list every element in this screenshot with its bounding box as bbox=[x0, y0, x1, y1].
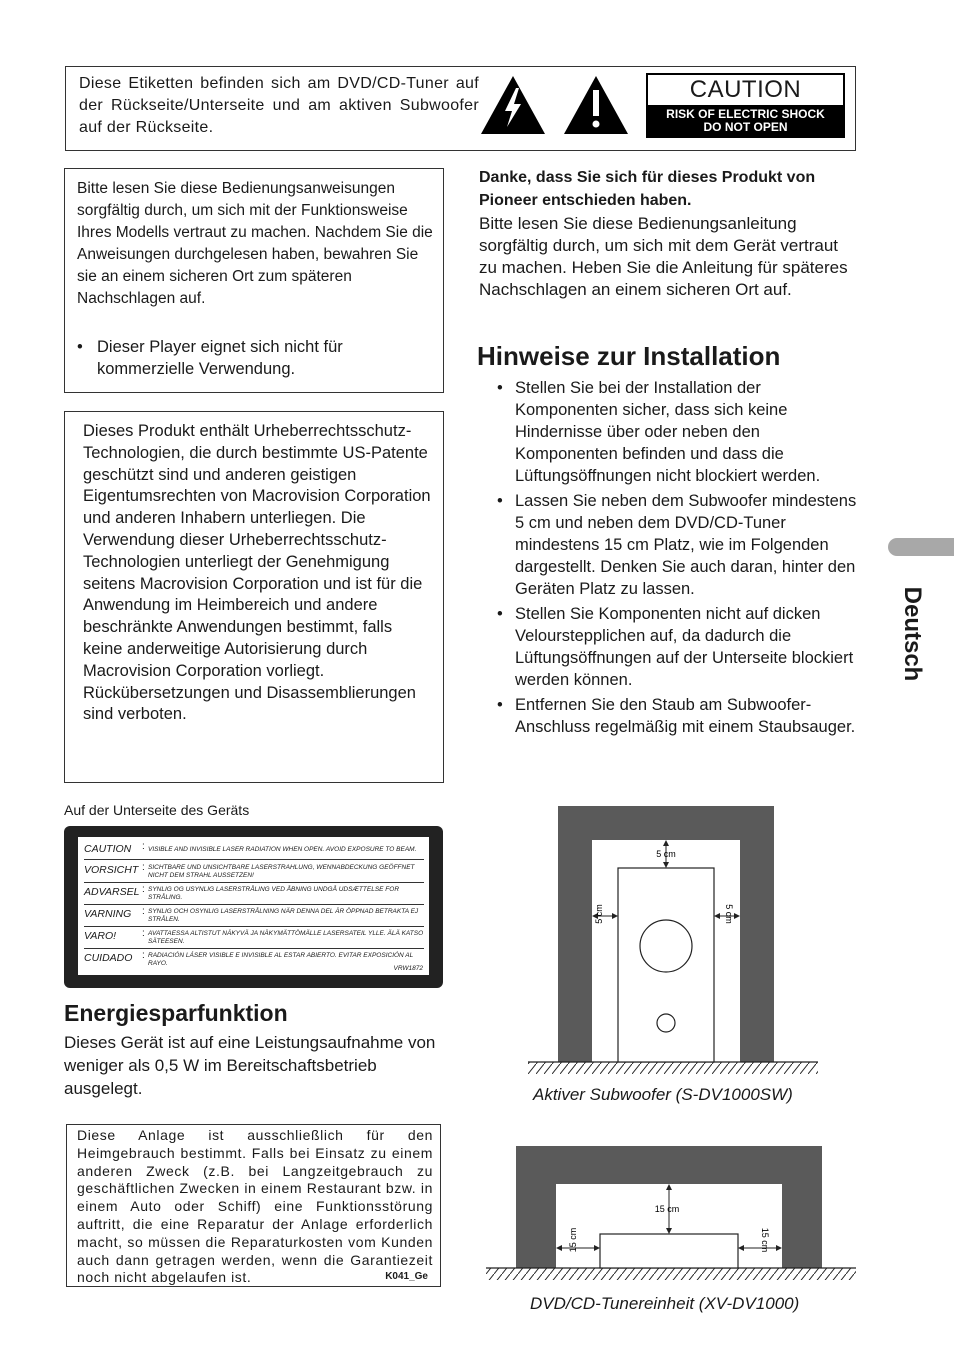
tuner-left-gap: 15 cm bbox=[568, 1227, 578, 1253]
energy-heading: Energiesparfunktion bbox=[64, 1000, 288, 1026]
warranty-notice-code: K041_Ge bbox=[385, 1271, 428, 1282]
caution-line-2: DO NOT OPEN bbox=[703, 120, 788, 134]
language-side-label-text: Deutsch bbox=[899, 586, 926, 682]
exclamation-warning-icon bbox=[562, 74, 630, 136]
tuner-unit bbox=[600, 1234, 738, 1268]
caution-word: CAUTION bbox=[689, 76, 802, 103]
warranty-notice-box bbox=[66, 1124, 441, 1287]
copyright-text: Dieses Produkt enthält Urheberrechtsschutz-Technologien, die durch bestimmte US-Patente geschützt sind und anderen geistigen Eigentumsrechten von Macrovision Corporation und anderen Inhabern unterliegen. Die Verwendung dieser Urheberrechtsschutz-Technologien unterliegt der Genehmigung seitens Macrovision Corporation und ist für die Anwendung im Heimbereich und andere beschränkte Anwendungen bestimmt, falls keine anderweitige Autorisierung durch Macrovision Corporation vorliegt. Rückübersetzungen und Disassemblierungen sind verboten. bbox=[83, 422, 431, 724]
subwoofer-clearance-diagram bbox=[528, 804, 818, 1076]
laser-row-key: VORSICHT bbox=[84, 864, 139, 876]
laser-row-text: AVATTAESSA ALTISTUT NÄKYVÄ JA NÄKYMÄTTÖMÄLLE LASERSATEIL YLLE. ÄLÄ KATSO SÄTEESEN. bbox=[148, 930, 424, 945]
electric-shock-warning-icon bbox=[479, 74, 547, 136]
laser-row-key: CAUTION bbox=[84, 843, 132, 855]
laser-row: VORSICHT : SICHTBARE UND UNSICHTBARE LASERSTRAHLUNG, WENNABDECKUNG GEÖFFNET NICHT DEM STRAHL AUSSETZEN! bbox=[84, 862, 424, 883]
subwoofer-top-gap: 5 cm bbox=[656, 849, 676, 859]
subwoofer-unit bbox=[618, 868, 714, 1062]
laser-label-inner bbox=[78, 837, 429, 975]
laser-row-text: SYNLIG OCH OSYNLIG LASERSTRÅLNING NÄR DENNA DEL ÄR ÖPPNAD BETRAKTA EJ STRÅLEN. bbox=[148, 908, 419, 923]
laser-warning-label bbox=[64, 826, 443, 988]
read-instructions-box bbox=[64, 168, 444, 393]
label-notice-box bbox=[65, 66, 856, 151]
bullet-dot: • bbox=[497, 696, 503, 714]
installation-heading: Hinweise zur Installation bbox=[477, 341, 781, 371]
language-side-label bbox=[870, 586, 950, 682]
laser-row-key: ADVARSEL bbox=[84, 886, 140, 898]
laser-row: CAUTION : VISIBLE AND INVISIBLE LASER RADIATION WHEN OPEN. AVOID EXPOSURE TO BEAM. bbox=[84, 841, 424, 860]
subwoofer-left-gap: 5 cm bbox=[594, 904, 604, 924]
laser-row-text: RADIACIÓN LÁSER VISIBLE E INVISIBLE AL ESTAR ABIERTO. EVITAR EXPOSICIÓN AL RAYO. bbox=[148, 952, 414, 967]
laser-row: VARNING : SYNLIG OCH OSYNLIG LASERSTRÅLNING NÄR DENNA DEL ÄR ÖPPNAD BETRAKTA EJ STRÅLEN. bbox=[84, 906, 424, 927]
bullet-dot: • bbox=[497, 605, 503, 623]
laser-row-key: VARO! bbox=[84, 930, 117, 942]
thanks-heading: Danke, dass Sie sich für dieses Produkt von Pioneer entschieden haben. bbox=[479, 169, 816, 209]
thanks-text: Bitte lesen Sie diese Bedienungsanleitung sorgfältig durch, um sich mit dem Gerät vertraut zu machen. Heben Sie die Anleitung für späteres Nachschlagen an einem sicheren Ort auf. bbox=[479, 214, 848, 299]
tuner-diagram-caption: DVD/CD-Tunereinheit (XV-DV1000) bbox=[530, 1294, 800, 1313]
bullet-dot: • bbox=[77, 338, 83, 356]
tuner-clearance-diagram bbox=[486, 1144, 856, 1284]
laser-row-text: SICHTBARE UND UNSICHTBARE LASERSTRAHLUNG, WENNABDECKUNG GEÖFFNET NICHT DEM STRAHL AUSSETZEN! bbox=[148, 864, 415, 879]
label-notice-text: Diese Etiketten befinden sich am DVD/CD-Tuner auf der Rückseite/Unterseite und am aktiven Subwoofer auf der Rückseite. bbox=[79, 75, 479, 136]
energy-text: Dieses Gerät ist auf eine Leistungsaufnahme von weniger als 0,5 W im Bereitschaftsbetrieb ausgelegt. bbox=[64, 1033, 436, 1098]
installation-item-text: Lassen Sie neben dem Subwoofer mindestens 5 cm und neben dem DVD/CD-Tuner mindestens 15 cm Platz, wie im Folgenden dargestellt. Denken Sie auch daran, hinter den Geräten Platz zu lassen. bbox=[515, 492, 857, 598]
caution-strip bbox=[648, 105, 843, 136]
installation-item bbox=[497, 694, 862, 738]
floor-hatch bbox=[528, 1062, 818, 1074]
installation-item-text: Stellen Sie bei der Installation der Komponenten sicher, dass sich keine Hindernisse über oder neben den Komponenten befinden und dass die Lüftungsöffnungen nicht blockiert werden. bbox=[515, 379, 821, 485]
read-instructions-bullet bbox=[77, 336, 433, 380]
read-instructions-text: Bitte lesen Sie diese Bedienungsanweisungen sorgfältig durch, um sich mit der Funktionsweise Ihres Modells vertraut zu machen. Nachdem Sie die Anweisungen durchgelesen haben, bewahren Sie sie an einem sicheren Ort zum späteren Nachschlagen auf. bbox=[77, 180, 433, 307]
installation-item-text: Stellen Sie Komponenten nicht auf dicken Velourstepplichen auf, da dadurch die Lüftungsöffnungen auf der Unterseite blockiert werden können. bbox=[515, 605, 854, 689]
laser-row-text: SYNLIG OG USYNLIG LASERSTRÅLING VED ÅBNING UNDGÅ UDSÆTTELSE FOR STRÅLING. bbox=[148, 886, 400, 901]
subwoofer-right-gap: 5 cm bbox=[724, 904, 734, 924]
laser-label-code: VRW1872 bbox=[393, 965, 423, 972]
tuner-right-gap: 15 cm bbox=[760, 1227, 770, 1253]
subwoofer-diagram-caption: Aktiver Subwoofer (S-DV1000SW) bbox=[533, 1085, 793, 1104]
installation-item bbox=[497, 603, 862, 691]
tuner-top-gap: 15 cm bbox=[654, 1204, 680, 1214]
bullet-text: Dieser Player eignet sich nicht für kommerzielle Verwendung. bbox=[97, 338, 343, 378]
laser-label-caption: Auf der Unterseite des Geräts bbox=[64, 802, 250, 818]
installation-item bbox=[497, 377, 862, 487]
installation-item-text: Entfernen Sie den Staub am Subwoofer-Anschluss regelmäßig mit einem Staubsauger. bbox=[515, 696, 856, 736]
installation-item bbox=[497, 490, 862, 600]
laser-row-text: VISIBLE AND INVISIBLE LASER RADIATION WHEN OPEN. AVOID EXPOSURE TO BEAM. bbox=[148, 846, 417, 853]
floor-hatch bbox=[486, 1268, 856, 1280]
laser-row-key: CUIDADO bbox=[84, 952, 133, 964]
installation-list bbox=[497, 377, 862, 741]
laser-row: ADVARSEL : SYNLIG OG USYNLIG LASERSTRÅLING VED ÅBNING UNDGÅ UDSÆTTELSE FOR STRÅLING. bbox=[84, 884, 424, 905]
bullet-dot: • bbox=[497, 379, 503, 397]
warranty-notice-text: Diese Anlage ist ausschließlich für den Heimgebrauch bestimmt. Falls bei Einsatz zu einem anderen Zweck (z.B. bei Langzeitgebrauch zu geschäftlichen Zwecken in einem Restaurant bzw. in einem Auto oder Schiff) eine Funktionsstörung auftritt, die eine Reparatur der Anlage erforderlich macht, so müssen die Reparaturkosten vom Kunden auch dann getragen werden, wenn die Garantiezeit noch nicht abgelaufen ist. bbox=[77, 1127, 433, 1286]
bullet-dot: • bbox=[497, 492, 503, 510]
laser-row-key: VARNING bbox=[84, 908, 132, 920]
copyright-box bbox=[64, 411, 444, 783]
laser-row: VARO! : AVATTAESSA ALTISTUT NÄKYVÄ JA NÄKYMÄTTÖMÄLLE LASERSATEIL YLLE. ÄLÄ KATSO SÄTEESEN. bbox=[84, 928, 424, 949]
caution-label bbox=[646, 73, 845, 138]
caution-line-1: RISK OF ELECTRIC SHOCK bbox=[666, 107, 825, 121]
language-tab-marker bbox=[888, 538, 954, 556]
laser-row: CUIDADO : RADIACIÓN LÁSER VISIBLE E INVISIBLE AL ESTAR ABIERTO. EVITAR EXPOSICIÓN AL RAYO. bbox=[84, 950, 424, 971]
